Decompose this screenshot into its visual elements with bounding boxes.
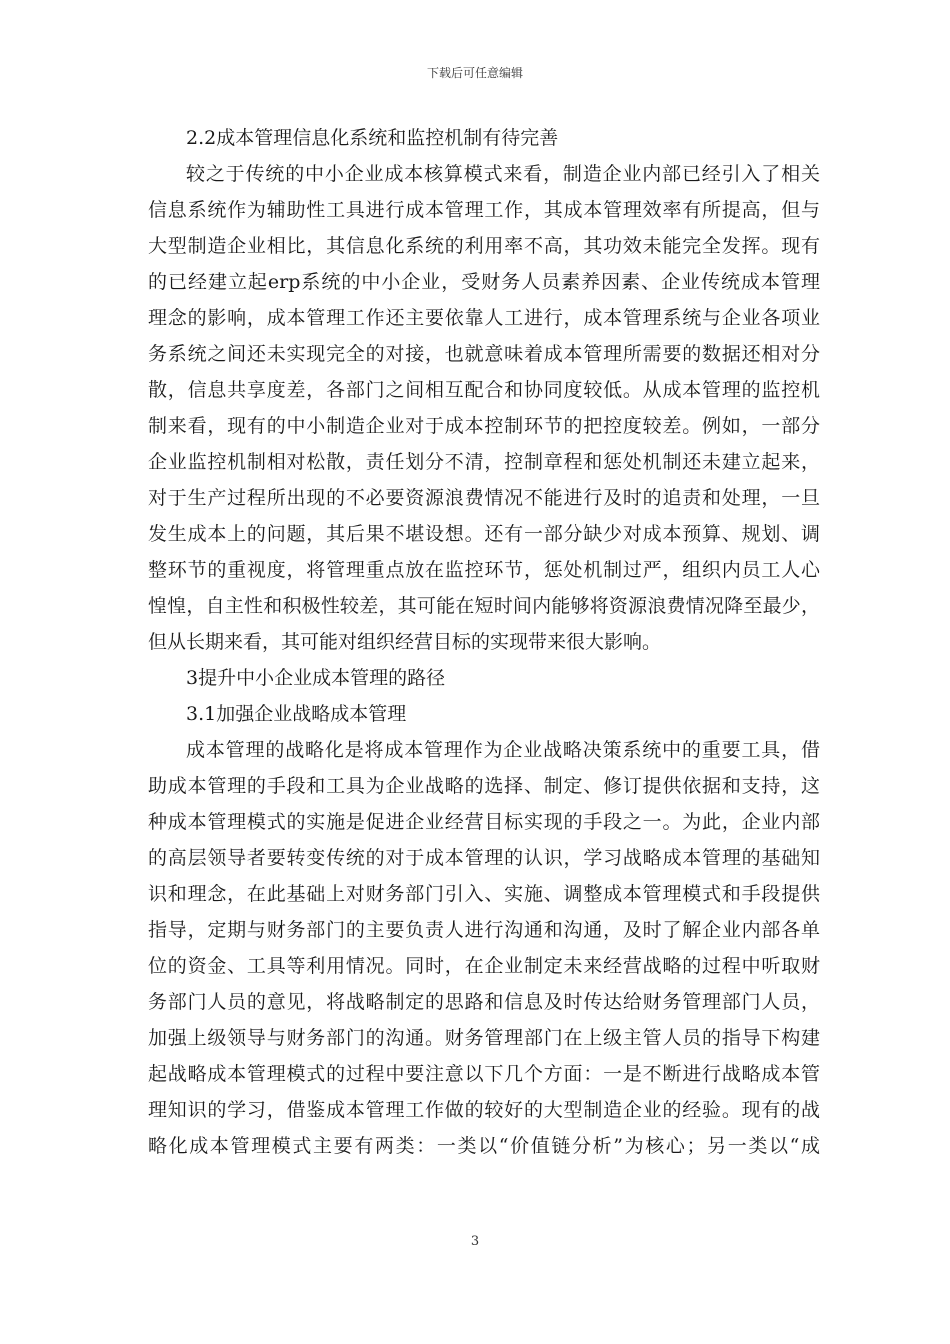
- text-line: 3.1加强企业战略成本管理: [186, 703, 407, 725]
- text-line: 助成本管理的手段和工具为企业战略的选择、制定、修订提供依据和支持，这: [148, 775, 820, 797]
- text-line: 散，信息共享度差，各部门之间相互配合和协同度较低。从成本管理的监控机: [148, 379, 820, 401]
- text-line: 略化成本管理模式主要有两类：一类以“价值链分析”为核心；另一类以“成: [148, 1135, 820, 1157]
- text-line: 2.2成本管理信息化系统和监控机制有待完善: [186, 127, 559, 149]
- document-body: [148, 120, 820, 1164]
- text-line: 惶惶，自主性和积极性较差，其可能在短时间内能够将资源浪费情况降至最少，: [148, 595, 820, 617]
- text-line: 理念的影响，成本管理工作还主要依靠人工进行，成本管理系统与企业各项业: [148, 307, 820, 329]
- text-line: 种成本管理模式的实施是促进企业经营目标实现的手段之一。为此，企业内部: [148, 811, 820, 833]
- text-line: 整环节的重视度，将管理重点放在监控环节，惩处机制过严，组织内员工人心: [148, 559, 820, 581]
- text-line: 的高层领导者要转变传统的对于成本管理的认识，学习战略成本管理的基础知: [148, 847, 820, 869]
- text-line: 信息系统作为辅助性工具进行成本管理工作，其成本管理效率有所提高，但与: [148, 199, 820, 221]
- text-line: 成本管理的战略化是将成本管理作为企业战略决策系统中的重要工具，借: [186, 739, 820, 761]
- text-line: 起战略成本管理模式的过程中要注意以下几个方面：一是不断进行战略成本管: [148, 1063, 820, 1085]
- text-line: 但从长期来看，其可能对组织经营目标的实现带来很大影响。: [148, 631, 662, 653]
- text-line: 理知识的学习，借鉴成本管理工作做的较好的大型制造企业的经验。现有的战: [148, 1099, 820, 1121]
- text-line: 务系统之间还未实现完全的对接，也就意味着成本管理所需要的数据还相对分: [148, 343, 820, 365]
- text-line: 务部门人员的意见，将战略制定的思路和信息及时传达给财务管理部门人员，: [148, 991, 820, 1013]
- text-line: 指导，定期与财务部门的主要负责人进行沟通和沟通，及时了解企业内部各单: [148, 919, 820, 941]
- text-line: 加强上级领导与财务部门的沟通。财务管理部门在上级主管人员的指导下构建: [148, 1027, 820, 1049]
- text-line: 的已经建立起erp系统的中小企业，受财务人员素养因素、企业传统成本管理: [148, 271, 820, 293]
- text-line: 发生成本上的问题，其后果不堪设想。还有一部分缺少对成本预算、规划、调: [148, 523, 820, 545]
- text-line: 3提升中小企业成本管理的路径: [186, 667, 446, 689]
- text-line: 制来看，现有的中小制造企业对于成本控制环节的把控度较差。例如，一部分: [148, 415, 820, 437]
- text-line: 企业监控机制相对松散，责任划分不清，控制章程和惩处机制还未建立起来，: [148, 451, 820, 473]
- text-line: 位的资金、工具等利用情况。同时，在企业制定未来经营战略的过程中听取财: [148, 955, 820, 977]
- page-header: 下载后可任意编辑: [426, 66, 523, 80]
- text-line: 对于生产过程所出现的不必要资源浪费情况不能进行及时的追责和处理，一旦: [148, 487, 820, 509]
- text-line: 较之于传统的中小企业成本核算模式来看，制造企业内部已经引入了相关: [186, 163, 820, 185]
- text-line: 大型制造企业相比，其信息化系统的利用率不高，其功效未能完全发挥。现有: [148, 235, 820, 257]
- page-number: 3: [470, 1234, 480, 1249]
- text-line: 识和理念，在此基础上对财务部门引入、实施、调整成本管理模式和手段提供: [148, 883, 820, 905]
